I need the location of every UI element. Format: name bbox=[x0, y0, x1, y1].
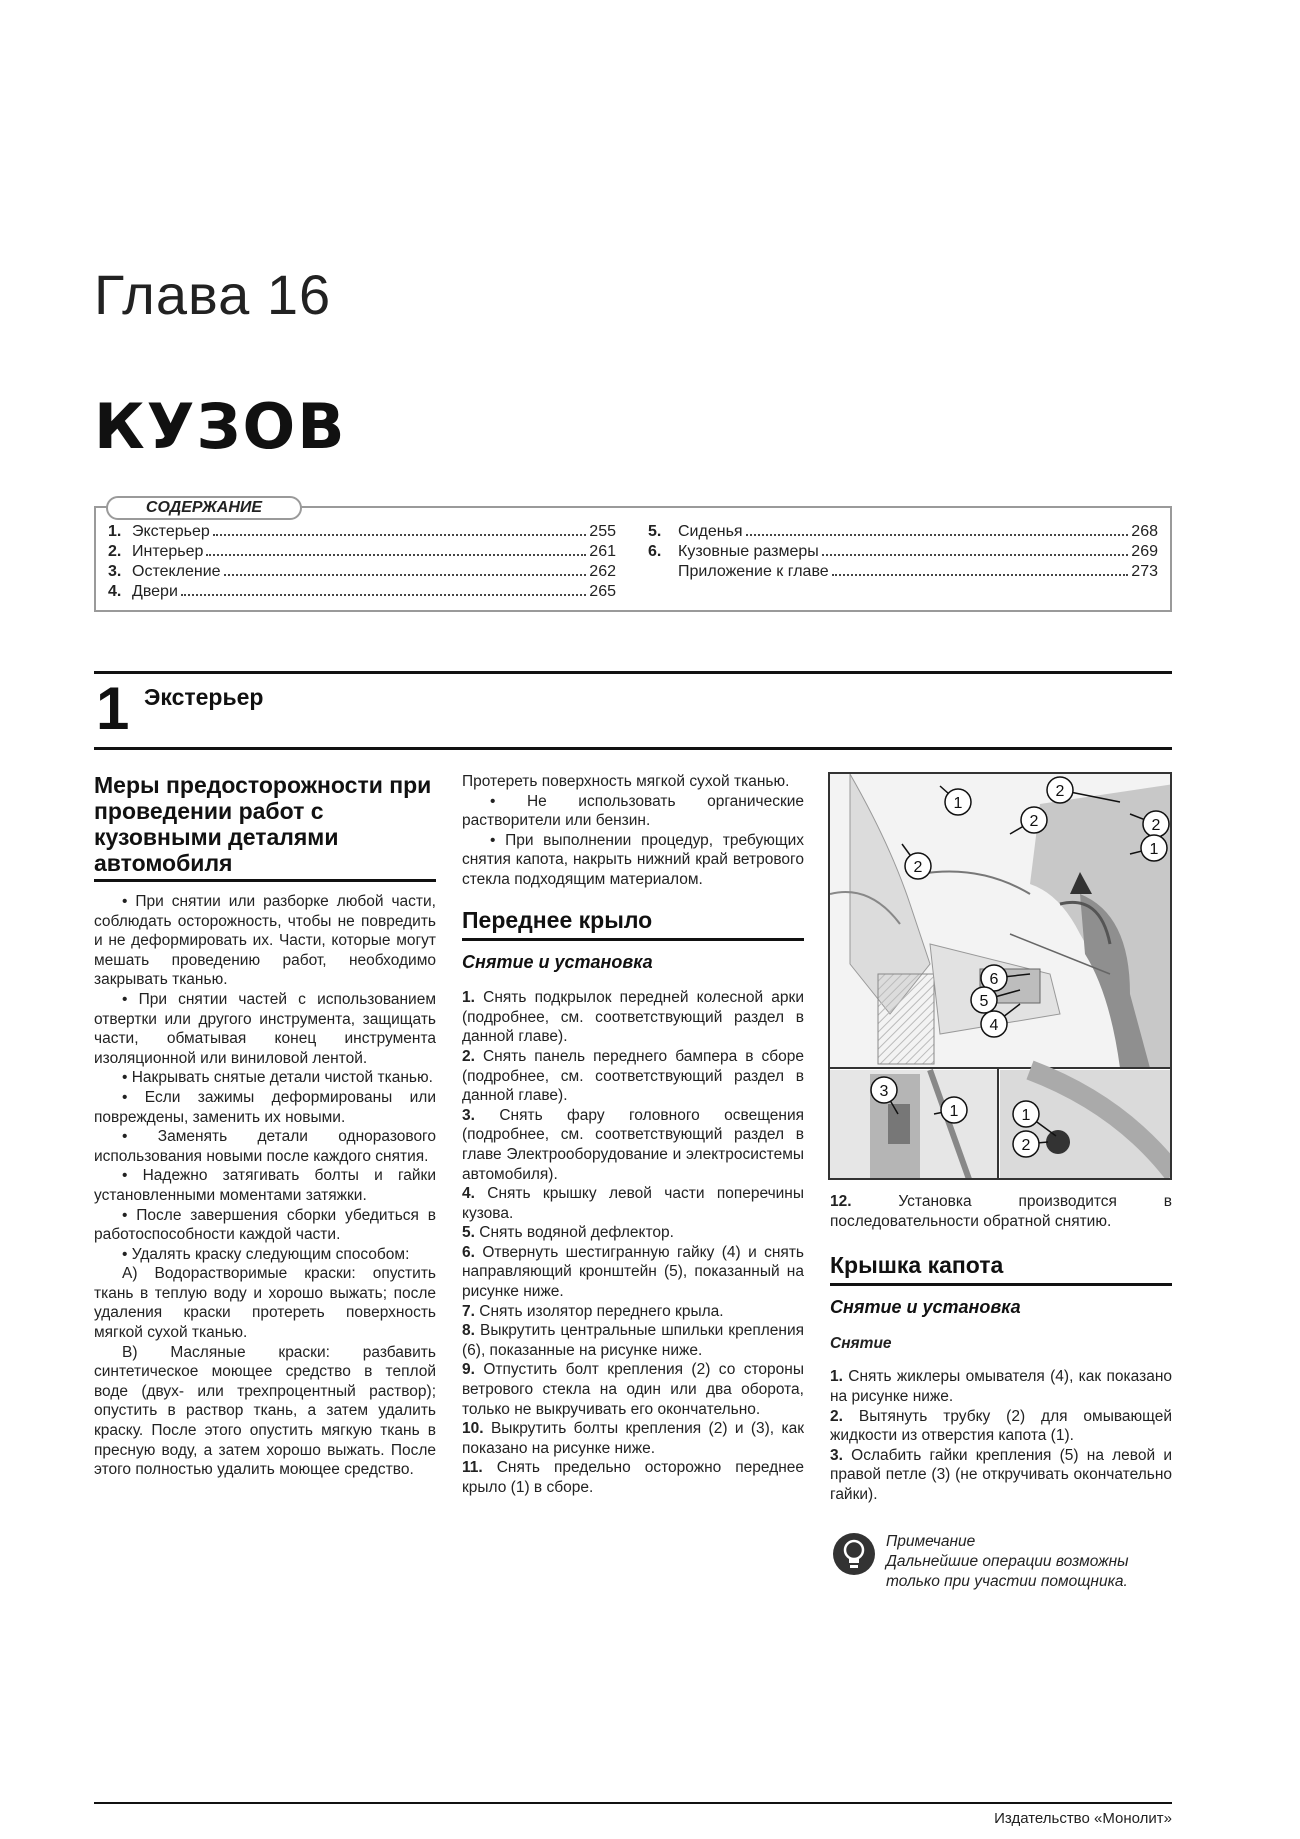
step: 1. Снять подкрылок передней колесной арки (подробнее, см. соответствующий раздел в данной главе). bbox=[462, 989, 804, 1046]
removal-installation-subheading: Снятие и установка bbox=[462, 951, 653, 972]
section-bottom-rule bbox=[94, 747, 1172, 750]
publisher-footer: Издательство «Монолит» bbox=[994, 1810, 1172, 1827]
toc-right-column bbox=[648, 522, 1158, 582]
toc-label: СОДЕРЖАНИЕ bbox=[106, 496, 302, 520]
toc-entry[interactable]: 3. Остекление 262 bbox=[108, 563, 616, 580]
svg-text:2: 2 bbox=[1151, 817, 1161, 834]
removal-label: Снятие bbox=[830, 1334, 892, 1352]
removal-installation-subheading: Снятие и установка bbox=[830, 1297, 1021, 1318]
svg-text:3: 3 bbox=[879, 1083, 889, 1100]
paragraph: Протереть поверхность мягкой сухой тканью. bbox=[462, 773, 790, 790]
chapter-label: Глава 16 bbox=[94, 263, 332, 326]
section-number: 1 bbox=[96, 675, 130, 742]
svg-text:1: 1 bbox=[1149, 841, 1159, 858]
step: 9. Отпустить болт крепления (2) со стороны ветрового стекла на один или два оборота, только не выкручивать его окончательно. bbox=[462, 1361, 804, 1418]
note-title: Примечание bbox=[886, 1533, 976, 1550]
svg-text:6: 6 bbox=[989, 971, 999, 988]
step: 7. Снять изолятор переднего крыла. bbox=[462, 1302, 724, 1320]
paragraph: • Заменять детали одноразового использования новыми после каждого снятия. bbox=[94, 1128, 436, 1165]
toc-entry[interactable]: 2. Интерьер 261 bbox=[108, 543, 616, 560]
svg-text:5: 5 bbox=[979, 993, 989, 1010]
bullet: • Не использовать органические растворители или бензин. bbox=[462, 792, 804, 830]
hood-heading: Крышка капота bbox=[830, 1251, 1172, 1286]
svg-text:1: 1 bbox=[1021, 1107, 1031, 1124]
step: 11. Снять предельно осторожно переднее крыло (1) в сборе. bbox=[462, 1459, 804, 1496]
front-fender-heading: Переднее крыло bbox=[462, 906, 804, 941]
paragraph: В) Масляные краски: разбавить синтетическое моющее средство в теплой воде (двух- или трехпроцентный раствор); опустить в раствор ткань, а затем удалить краску. После этого опустить мягкую ткань в пресную воду, а затем хорошо выжать. После этого полностью удалить моющее средство. bbox=[94, 1343, 436, 1479]
svg-text:2: 2 bbox=[913, 859, 923, 876]
toc-entry[interactable]: 4. Двери 265 bbox=[108, 583, 616, 600]
svg-text:4: 4 bbox=[989, 1017, 999, 1034]
paragraph: • При снятии частей с использованием отвертки или другого инструмента, защищать части, обматывая конец инструмента изоляционной или виниловой лентой. bbox=[94, 990, 436, 1067]
svg-text:1: 1 bbox=[949, 1103, 959, 1120]
step: 2. Вытянуть трубку (2) для омывающей жидкости из отверстия капота (1). bbox=[830, 1407, 1172, 1445]
svg-text:1: 1 bbox=[953, 795, 963, 812]
step: 1. Снять жиклеры омывателя (4), как показано на рисунке ниже. bbox=[830, 1368, 1172, 1405]
section-top-rule bbox=[94, 671, 1172, 674]
fender-figure bbox=[828, 772, 1172, 1180]
paragraph: • Удалять краску следующим способом: bbox=[122, 1245, 410, 1263]
step: 3. Снять фару головного освещения (подробнее, см. соответствующий раздел в главе Электрооборудование и электросистемы автомобиля). bbox=[462, 1106, 805, 1183]
paragraph: • После завершения сборки убедиться в работоспособности каждой части. bbox=[94, 1206, 436, 1244]
step: 2. Снять панель переднего бампера в сборе (подробнее, см. соответствующий раздел в данной главе). bbox=[462, 1047, 804, 1105]
step: 8. Выкрутить центральные шпильки крепления (6), показанные на рисунке ниже. bbox=[462, 1322, 804, 1359]
page-title: КУЗОВ bbox=[94, 390, 347, 463]
toc-entry[interactable]: 6. Кузовные размеры 269 bbox=[648, 543, 1158, 560]
note bbox=[886, 1532, 1174, 1592]
note-body: Дальнейшие операции возможны только при участии помощника. bbox=[886, 1553, 1129, 1590]
column-3 bbox=[830, 1192, 1172, 1505]
step: 12. Установка производится в последовательности обратной снятию. bbox=[830, 1193, 1172, 1230]
step: 5. Снять водяной дефлектор. bbox=[462, 1224, 674, 1242]
toc-entry[interactable]: 1. Экстерьер 255 bbox=[108, 523, 616, 540]
fender-illustration bbox=[830, 774, 1172, 1180]
column-2 bbox=[462, 772, 804, 1498]
toc-left-column bbox=[108, 522, 616, 602]
paragraph: • Надежно затягивать болты и гайки установленными моментами затяжки. bbox=[94, 1167, 436, 1204]
paragraph: • При снятии или разборке любой части, соблюдать осторожность, чтобы не повредить и не деформировать их. Части, которые могут мешать проведению работ, необходимо закрывать тканью. bbox=[94, 893, 436, 989]
toc-entry[interactable]: Приложение к главе 273 bbox=[678, 563, 1158, 580]
precautions-heading: Меры предосторожности при проведении работ с кузовными деталями автомобиля bbox=[94, 772, 436, 882]
svg-text:2: 2 bbox=[1021, 1137, 1031, 1154]
step: 10. Выкрутить болты крепления (2) и (3), как показано на рисунке ниже. bbox=[462, 1420, 804, 1457]
step: 6. Отвернуть шестигранную гайку (4) и снять направляющий кронштейн (5), показанный на рисунке ниже. bbox=[462, 1243, 805, 1301]
svg-text:2: 2 bbox=[1029, 813, 1039, 830]
footer-rule bbox=[94, 1802, 1172, 1804]
section-title: Экстерьер bbox=[144, 684, 264, 710]
toc-entry[interactable]: 5. Сиденья 268 bbox=[648, 523, 1158, 540]
svg-text:2: 2 bbox=[1055, 783, 1065, 800]
column-1 bbox=[94, 772, 436, 1480]
step: 3. Ослабить гайки крепления (5) на левой и правой петле (3) (не откручивать окончательно гайки). bbox=[830, 1446, 1172, 1503]
note-lightbulb-icon bbox=[832, 1532, 876, 1576]
bullet: • При выполнении процедур, требующих снятия капота, накрыть нижний край ветрового стекла подходящим материалом. bbox=[462, 831, 804, 888]
paragraph: • Накрывать снятые детали чистой тканью. bbox=[122, 1069, 433, 1087]
step: 4. Снять крышку левой части поперечины кузова. bbox=[462, 1185, 805, 1222]
paragraph: • Если зажимы деформированы или повреждены, заменить их новыми. bbox=[94, 1088, 436, 1126]
paragraph: А) Водорастворимые краски: опустить ткань в теплую воду и хорошо выжать; после удаления краски протереть поверхность мягкой сухой тканью. bbox=[94, 1265, 436, 1342]
